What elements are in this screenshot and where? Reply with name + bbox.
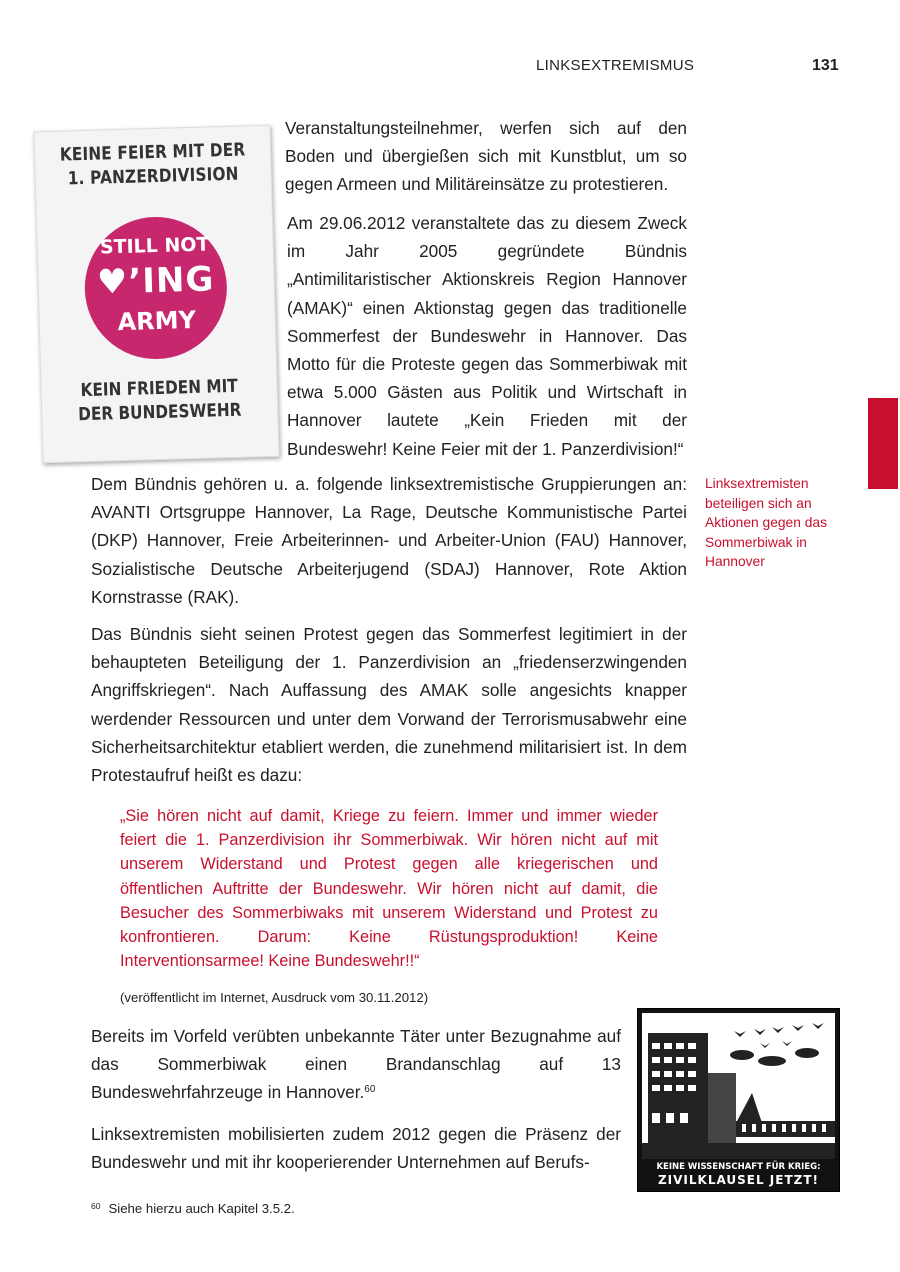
paragraph [91,470,687,611]
poster-caption-line: KEINE WISSENSCHAFT FÜR KRIEG: [656,1162,821,1172]
poster-caption-line: ZIVILKLAUSEL JETZT! [657,1173,820,1187]
footnote-reference: 60 [364,1084,376,1096]
factory-birds-illustration [642,1013,835,1159]
poster-bottom-line: DER BUNDESWEHR [77,399,242,426]
tank-ramp-icon [736,1093,762,1123]
building-icon [648,1033,708,1159]
clouds-icon [730,1048,819,1066]
paragraph-text: Veranstaltungsteilnehmer, werfen sich auf den Boden und übergießen sich mit Kunstblut, um so gegen Armeen und Militäreinsätze zu protestieren. [285,118,687,195]
footnote [91,1201,295,1216]
poster-title-line: 1. PANZERDIVISION [67,163,239,190]
running-header: LINKSEXTREMISMUS [536,57,695,74]
poster-title [52,138,253,192]
conveyor-items [742,1124,826,1132]
margin-note: Linksextremisten beteiligen sich an Aktionen gegen das Sommerbiwak in Hannover [705,476,827,570]
paragraph-text: Linksextremisten mobilisierten zudem 2012 gegen die Präsenz der Bundeswehr und mit ihr kooperierender Unternehmen auf Berufs- [91,1124,621,1173]
poster-circle-line: ARMY [117,305,197,337]
paragraph [91,620,687,789]
poster-circle-line: ♥’ING [96,259,215,303]
paragraph [91,1022,621,1107]
paragraph [91,1120,621,1176]
paragraph-text: Das Bündnis sieht seinen Protest gegen das Sommerfest legitimiert in der behaupteten Beteiligung der 1. Panzerdivision an „friedenserzwingenden Angriffskriegen“. Nach Auffassung des AMAK solle angesichts knapper werdender Ressourcen und unter dem Vorwand der Terrorismusabwehr eine Sicherheitsarchitektur etabliert werden, die zunehmend militarisiert ist. In dem Protestaufruf heißt es dazu: [91,624,687,786]
paragraph-text: Am 29.06.2012 veranstaltete das zu diesem Zweck im Jahr 2005 gegründete Bündnis „Antimilitaristischer Aktionskreis Region Hannover (AMAK)“ einen Aktionstag gegen das traditionelle Sommerfest der Bundeswehr in Hannover. Das Motto für die Proteste gegen das Sommerbiwak mit etwa 5.000 Gästen aus Politik und Wirtschaft in Hannover lautete „Kein Frieden mit der Bundeswehr! Keine Feier mit der 1. Panzerdivision!“ [287,213,687,459]
paragraph [285,114,687,199]
paragraph-text: Dem Bündnis gehören u. a. folgende linksextremistische Gruppierungen an: AVANTI Ortsgruppe Hannover, La Rage, Deutsche Kommunistische Partei (DKP) Hannover, Freie Arbeiterinnen- und Arbeiter-Union (FAU) Hannover, Sozialistische Deutsche Arbeiterjugend (SDAJ) Hannover, Rote Aktion Kornstrasse (RAK). [91,474,687,607]
poster-bottom-text [59,374,260,428]
poster-circle-line: STILL NOT [99,233,210,259]
protest-poster-image [33,125,279,463]
quote-source: (veröffentlicht im Internet, Ausdruck vom 30.11.2012) [120,990,429,1005]
paragraph-text-span: Bereits im Vorfeld verübten unbekannte Täter unter Bezugnahme auf das Sommerbiwak einen Brandanschlag auf 13 Bundeswehrfahrzeuge in Hannover. [91,1026,621,1103]
footnote-text: Siehe hierzu auch Kapitel 3.5.2. [108,1201,295,1216]
poster-heart-circle [83,215,229,361]
block-quote: „Sie hören nicht auf damit, Kriege zu feiern. Immer und immer wieder feiert die 1. Panzerdivision ihr Sommerbiwak. Wir hören nicht auf mit unserem Widerstand und Protest gegen alle kriegerischen und öffentlichen Auftritte der Bundeswehr. Wir hören nicht auf damit, die Besucher des Sommerbiwaks mit unserem Widerstand und Protest zu konfrontieren. Darum: Keine Rüstungsproduktion! Keine Interventionsarmee! Keine Bundeswehr!!“ [120,807,658,971]
footnote-number: 60 [91,1201,101,1211]
birds-icon [734,1023,824,1048]
chapter-tab [868,398,898,489]
zivilklausel-poster-image [637,1008,840,1192]
paragraph [287,209,687,463]
poster-caption [638,1161,839,1187]
poster-illustration [642,1013,835,1159]
poster-title-line: KEINE FEIER MIT DER [59,139,246,166]
poster-bottom-line: KEIN FRIEDEN MIT [80,375,238,402]
page-number: 131 [812,57,839,74]
ground-icon [642,1143,835,1159]
paragraph-text [91,1022,621,1107]
